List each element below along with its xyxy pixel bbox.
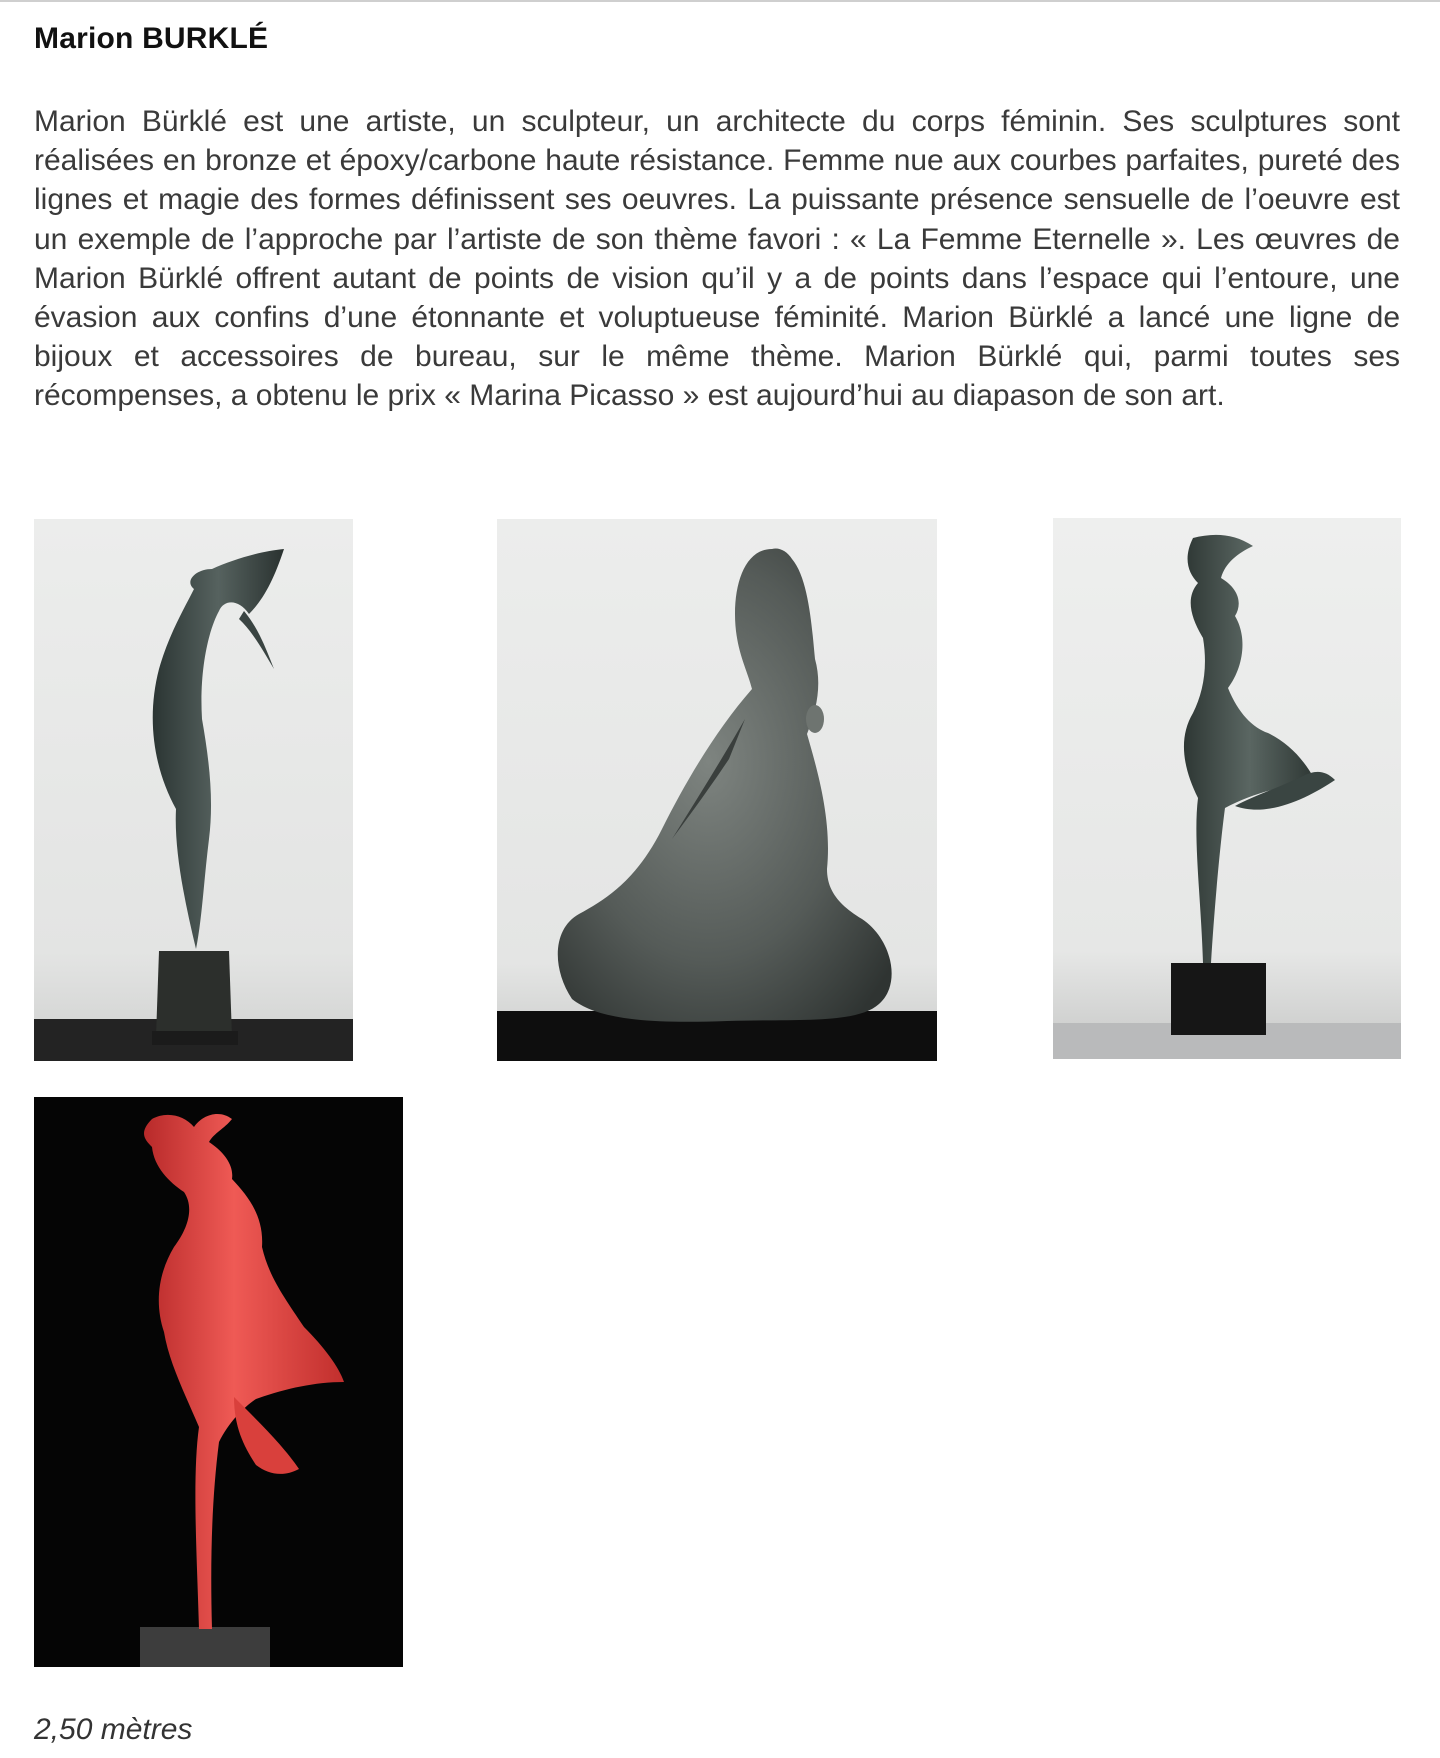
- sculpture-photo-3[interactable]: [1053, 518, 1401, 1059]
- sculpture-photo-1[interactable]: [34, 519, 353, 1061]
- page-title: Marion BURKLÉ: [34, 22, 269, 55]
- sculpture-photo-4[interactable]: [34, 1097, 403, 1667]
- artist-biography: Marion Bürklé est une artiste, un sculpteur, un architecte du corps féminin. Ses sculptures sont réalisées en bronze et époxy/carbone haute résistance. Femme nue aux courbes parfaites, pureté des lignes et magie des formes définissent ses oeuvres. La puissante présence sensuelle de l’oeuvre est un exemple de l’approche par l’artiste de son thème favori : « La Femme Eternelle ». Les œuvres de Marion Bürklé offrent autant de points de vision qu’il y a de points dans l’espace qui l’entoure, une évasion aux confins d’une étonnante et voluptueuse féminité. Marion Bürklé a lancé une ligne de bijoux et accessoires de bureau, sur le même thème. Marion Bürklé qui, parmi toutes ses récompenses, a obtenu le prix « Marina Picasso » est aujourd’hui au diapason de son art.: [34, 105, 1400, 413]
- sculpture-photo-2[interactable]: [497, 519, 937, 1061]
- top-divider: [0, 0, 1440, 2]
- dimension-caption: 2,50 mètres: [34, 1713, 193, 1746]
